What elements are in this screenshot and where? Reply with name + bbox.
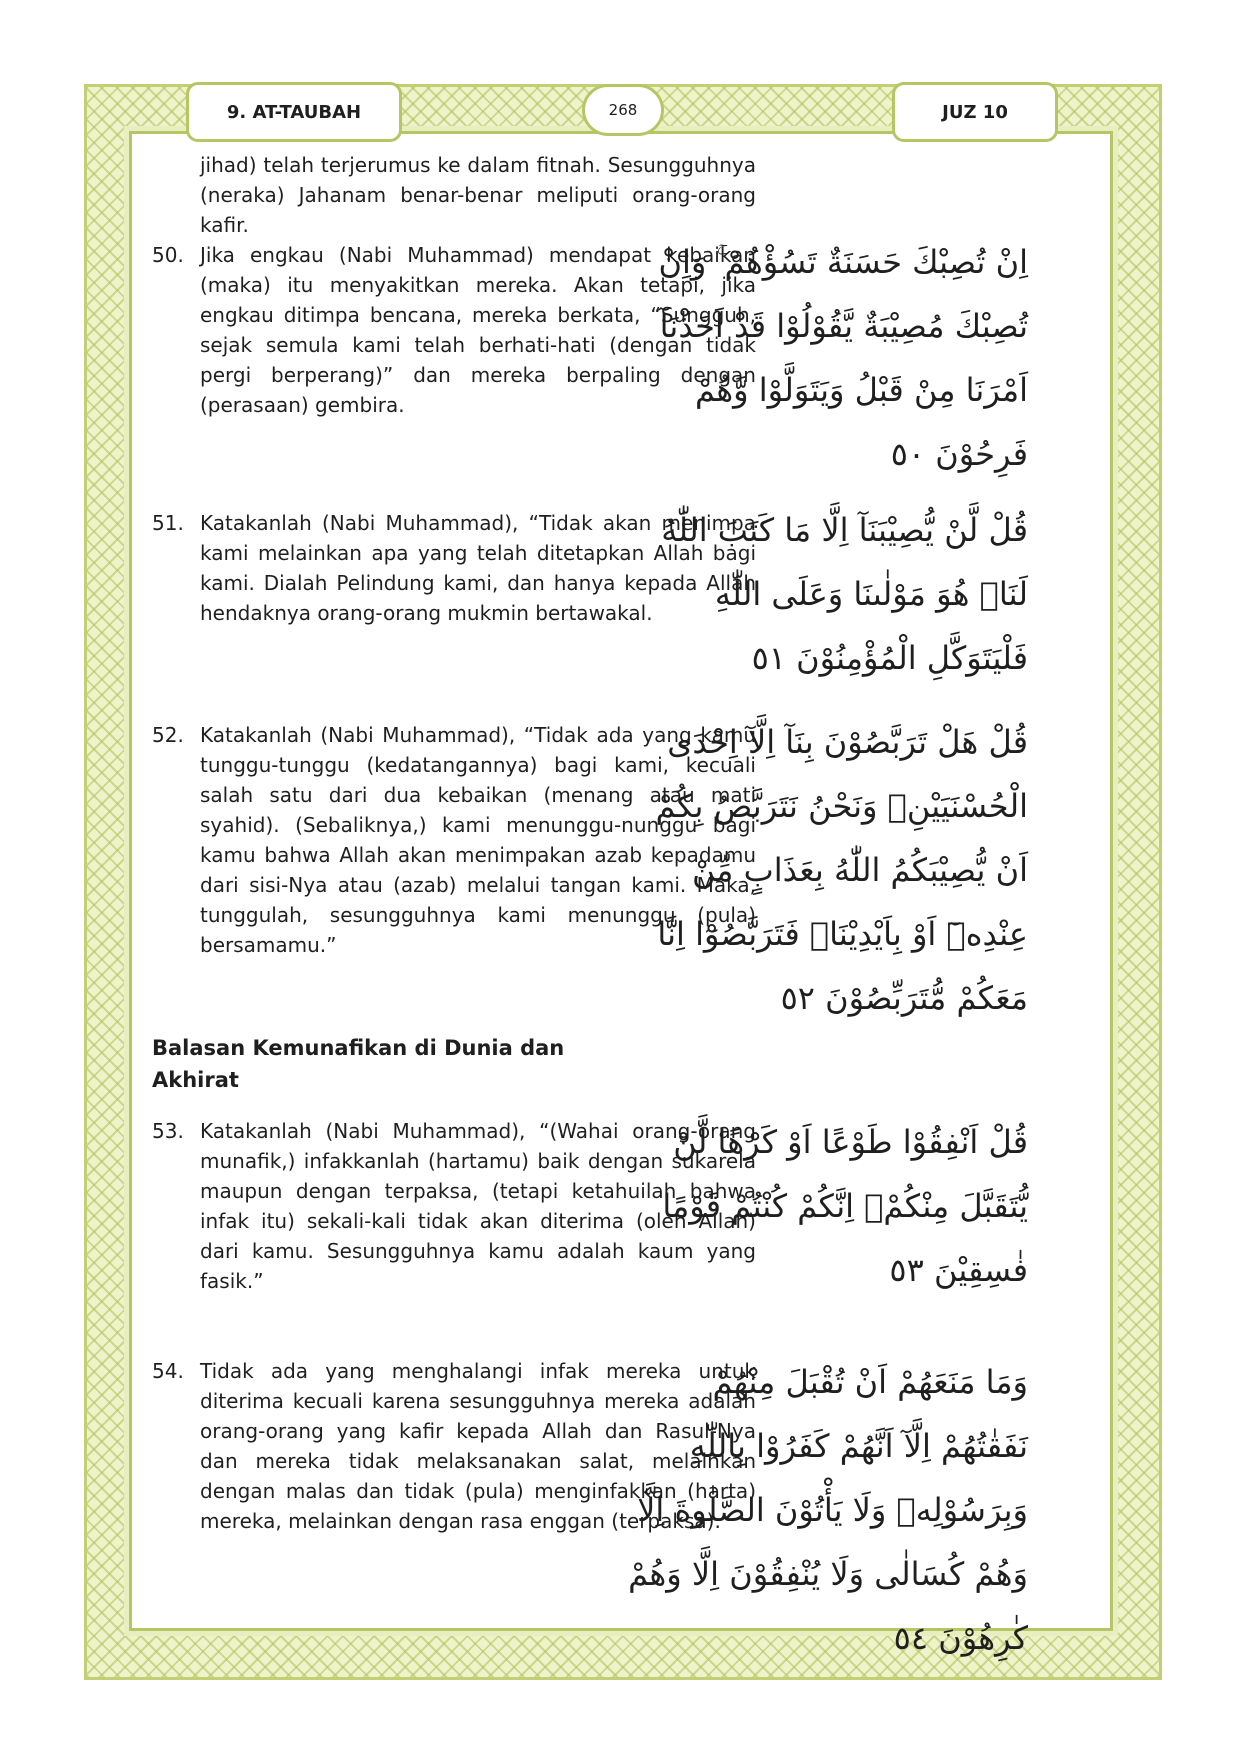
verse-number: 51.	[152, 511, 184, 535]
verse-translation: Jika engkau (Nabi Muhammad) mendapat kebaikan (maka) itu menyakitkan mereka. Akan tetapi, jika engkau ditimpa bencana, mereka berkata, “Sungguh, sejak semula kami telah berhati-hati (dengan tidak pergi berperang)” dan mereka berpaling dengan (perasaan) gembira.	[200, 243, 756, 417]
verse-number: 53.	[152, 1119, 184, 1143]
verse-arabic: وَمَا مَنَعَهُمْ اَنْ تُقْبَلَ مِنْهُمْ نَفَقٰتُهُمْ اِلَّآ اَنَّهُمْ كَفَرُوْا بِاللّٰهِ وَبِرَسُوْلِهٖ وَلَا يَأْتُوْنَ الصَّلٰوةَ اِلَّا وَهُمْ كُسَالٰى وَلَا يُنْفِقُوْنَ اِلَّا وَهُمْ كٰرِهُوْنَ ٥٤	[628, 1363, 1028, 1657]
verse-translation: Tidak ada yang menghalangi infak mereka untuk diterima kecuali karena sesungguhnya mereka adalah orang-orang yang kafir kepada Allah dan Rasul-Nya dan mereka tidak melaksanakan salat, melainkan dengan malas dan tidak (pula) menginfakkan (harta) mereka, melainkan dengan rasa enggan (terpaksa).	[200, 1359, 756, 1533]
verse-arabic: قُلْ لَّنْ يُّصِيْبَنَآ اِلَّا مَا كَتَبَ اللّٰهُ لَنَاۚ هُوَ مَوْلٰىنَا وَعَلَى اللّٰهِ فَلْيَتَوَكَّلِ الْمُؤْمِنُوْنَ ٥١	[661, 511, 1028, 677]
verse-number: 54.	[152, 1359, 184, 1383]
verse-translation: Katakanlah (Nabi Muhammad), “(Wahai orang-orang munafik,) infakkanlah (hartamu) baik dengan sukarela maupun dengan terpaksa, (tetapi ketahuilah bahwa infak itu) sekali-kali tidak akan diterima (oleh Allah) dari kamu. Sesungguhnya kamu adalah kaum yang fasik.”	[200, 1119, 756, 1293]
verse-number: 50.	[152, 243, 184, 267]
verse-arabic: قُلْ هَلْ تَرَبَّصُوْنَ بِنَآ اِلَّآ اِحْدَى الْحُسْنَيَيْنِۗ وَنَحْنُ نَتَرَبَّصُ بِكُمْ اَنْ يُّصِيْبَكُمُ اللّٰهُ بِعَذَابٍ مِّنْ عِنْدِهٖٓ اَوْ بِاَيْدِيْنَاۖ فَتَرَبَّصُوْٓا اِنَّا مَعَكُمْ مُّتَرَبِّصُوْنَ ٥٢	[655, 723, 1028, 1017]
verse-number: 52.	[152, 723, 184, 747]
juz-label: JUZ 10	[892, 82, 1058, 142]
page-number: 268	[582, 84, 664, 136]
section-heading: Balasan Kemunafikan di Dunia dan Akhirat	[152, 1036, 565, 1092]
verse-arabic: قُلْ اَنْفِقُوْا طَوْعًا اَوْ كَرْهًا لَّنْ يُّتَقَبَّلَ مِنْكُمْۗ اِنَّكُمْ كُنْتُمْ قَوْمًا فٰسِقِيْنَ ٥٣	[662, 1123, 1028, 1289]
verse-translation: Katakanlah (Nabi Muhammad), “Tidak ada yang kamu tunggu-tunggu (kedatangannya) bagi kami, kecuali salah satu dari dua kebaikan (menang atau mati syahid). (Sebaliknya,) kami menunggu-nunggu bagi kamu bahwa Allah akan menimpakan azab kepadamu dari sisi-Nya atau (azab) melalui tangan kami. Maka, tunggulah, sesungguhnya kami menunggu (pula) bersamamu.”	[200, 723, 756, 957]
verse-arabic: اِنْ تُصِبْكَ حَسَنَةٌ تَسُؤْهُمْ ۚ وَاِنْ تُصِبْكَ مُصِيْبَةٌ يَّقُوْلُوْا قَدْ اَخَذْنَآ اَمْرَنَا مِنْ قَبْلُ وَيَتَوَلَّوْا وَّهُمْ فَرِحُوْنَ ٥٠	[658, 243, 1028, 473]
verse-translation: Katakanlah (Nabi Muhammad), “Tidak akan menimpa kami melainkan apa yang telah ditetapkan Allah bagi kami. Dialah Pelindung kami, dan hanya kepada Allah hendaknya orang-orang mukmin bertawakal.	[200, 511, 756, 625]
continuation-text: jihad) telah terjerumus ke dalam fitnah. Sesungguhnya (neraka) Jahanam benar-benar meliputi orang-orang kafir.	[200, 153, 756, 237]
surah-title: 9. AT-TAUBAH	[186, 82, 402, 142]
